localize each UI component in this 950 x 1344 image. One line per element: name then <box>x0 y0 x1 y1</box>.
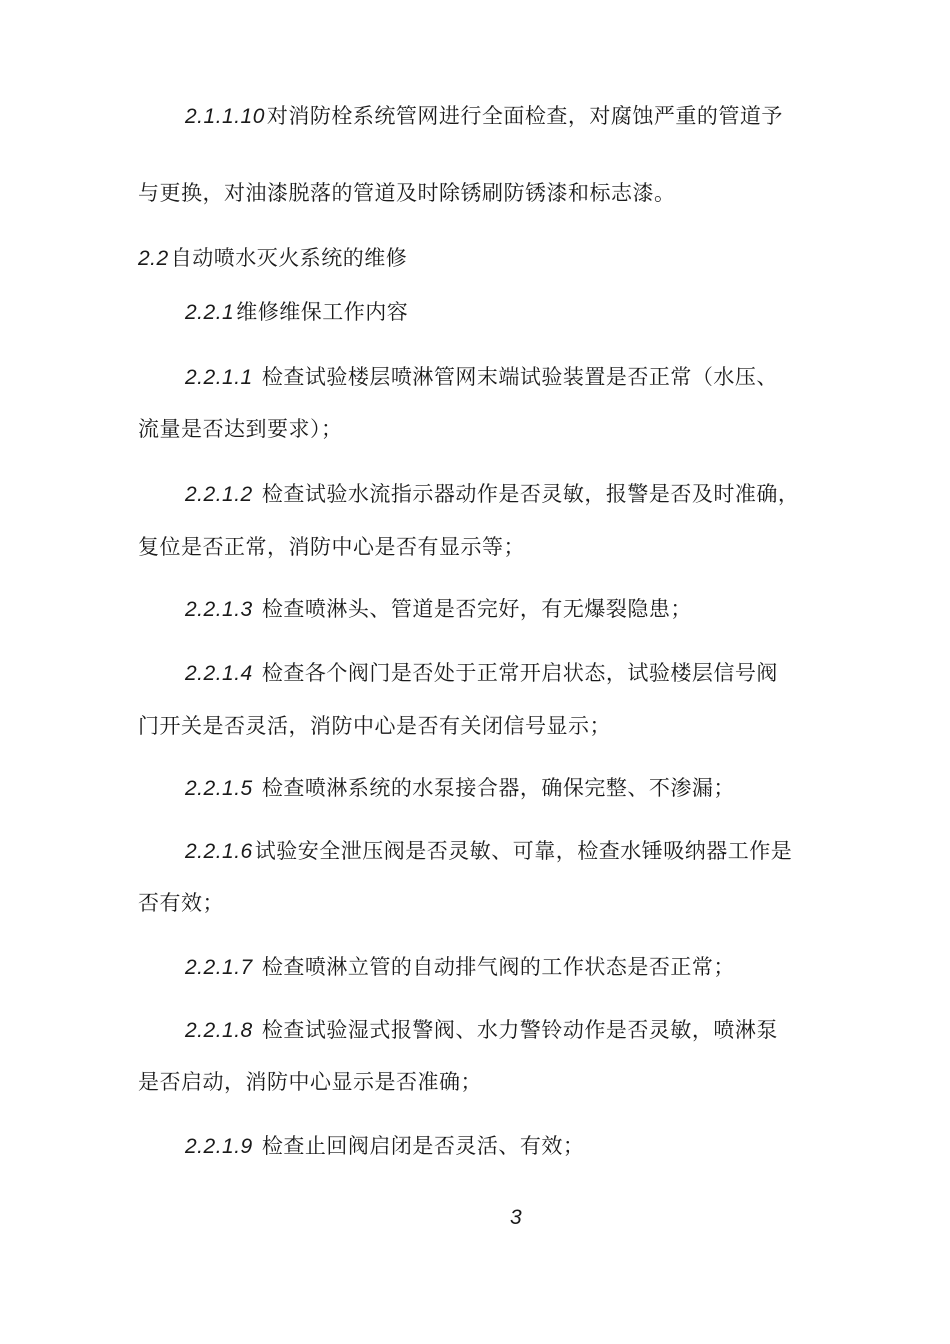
section-number: 2.2.1.6 <box>185 840 253 863</box>
paragraph-text: 否有效； <box>138 891 224 915</box>
paragraph-text: 是否启动，消防中心显示是否准确； <box>138 1070 482 1094</box>
paragraph-text: 门开关是否灵活，消防中心是否有关闭信号显示； <box>138 714 611 738</box>
section-heading-text: 维修维保工作内容 <box>236 300 409 324</box>
section-number: 2.2.1.9 <box>185 1135 253 1158</box>
section-number: 2.2.1.2 <box>185 483 253 506</box>
paragraph-2-2-1-8-line2 <box>138 1067 482 1097</box>
section-heading-text: 自动喷水灭火系统的维修 <box>170 246 408 270</box>
paragraph-2-2-1-8-line1 <box>185 1015 778 1046</box>
paragraph-text: 检查止回阀启闭是否灵活、有效； <box>254 1134 585 1158</box>
paragraph-text: 检查试验湿式报警阀、水力警铃动作是否灵敏，喷淋泵 <box>254 1018 778 1042</box>
paragraph-text: 检查喷淋头、管道是否完好，有无爆裂隐患； <box>254 597 692 621</box>
paragraph-2-2-1-4-line2 <box>138 711 611 741</box>
paragraph-text: 与更换，对油漆脱落的管道及时除锈刷防锈漆和标志漆。 <box>138 181 676 205</box>
section-number: 2.1.1.10 <box>185 105 265 128</box>
paragraph-2-2-1-6-line1 <box>185 836 792 867</box>
section-number: 2.2.1.1 <box>185 366 253 389</box>
paragraph-text: 流量是否达到要求）； <box>138 417 343 441</box>
section-number: 2.2.1.5 <box>185 777 253 800</box>
paragraph-2-2-1-1-line2 <box>138 414 343 444</box>
section-heading-2-2-1 <box>185 297 408 328</box>
section-number: 2.2.1 <box>185 301 235 324</box>
page-number: 3 <box>510 1206 522 1229</box>
paragraph-2-2-1-4-line1 <box>185 658 778 689</box>
paragraph-2-2-1-5 <box>185 773 735 804</box>
paragraph-2-1-1-10-line1 <box>185 101 783 132</box>
paragraph-2-2-1-2-line1 <box>185 479 799 510</box>
section-number: 2.2.1.8 <box>185 1019 253 1042</box>
paragraph-text: 试验安全泄压阀是否灵敏、可靠，检查水锤吸纳器工作是 <box>254 839 793 863</box>
paragraph-2-2-1-3 <box>185 594 692 625</box>
paragraph-2-2-1-2-line2 <box>138 532 525 562</box>
paragraph-text: 检查喷淋立管的自动排气阀的工作状态是否正常； <box>254 955 735 979</box>
section-number: 2.2.1.3 <box>185 598 253 621</box>
paragraph-text: 检查试验水流指示器动作是否灵敏，报警是否及时准确， <box>254 482 800 506</box>
paragraph-text: 检查试验楼层喷淋管网末端试验装置是否正常（水压、 <box>254 365 778 389</box>
section-number: 2.2.1.4 <box>185 662 253 685</box>
paragraph-2-2-1-1-line1 <box>185 362 778 393</box>
paragraph-2-2-1-7 <box>185 952 735 983</box>
section-number: 2.2.1.7 <box>185 956 253 979</box>
paragraph-2-2-1-6-line2 <box>138 888 224 918</box>
paragraph-text: 检查喷淋系统的水泵接合器，确保完整、不渗漏； <box>254 776 735 800</box>
paragraph-2-2-1-9 <box>185 1131 584 1162</box>
section-heading-2-2 <box>138 243 407 274</box>
paragraph-text: 检查各个阀门是否处于正常开启状态，试验楼层信号阀 <box>254 661 778 685</box>
paragraph-text: 复位是否正常，消防中心是否有显示等； <box>138 535 525 559</box>
section-number: 2.2 <box>138 247 169 270</box>
paragraph-2-1-1-10-line2 <box>138 178 676 208</box>
paragraph-text: 对消防栓系统管网进行全面检查，对腐蚀严重的管道予 <box>266 104 783 128</box>
